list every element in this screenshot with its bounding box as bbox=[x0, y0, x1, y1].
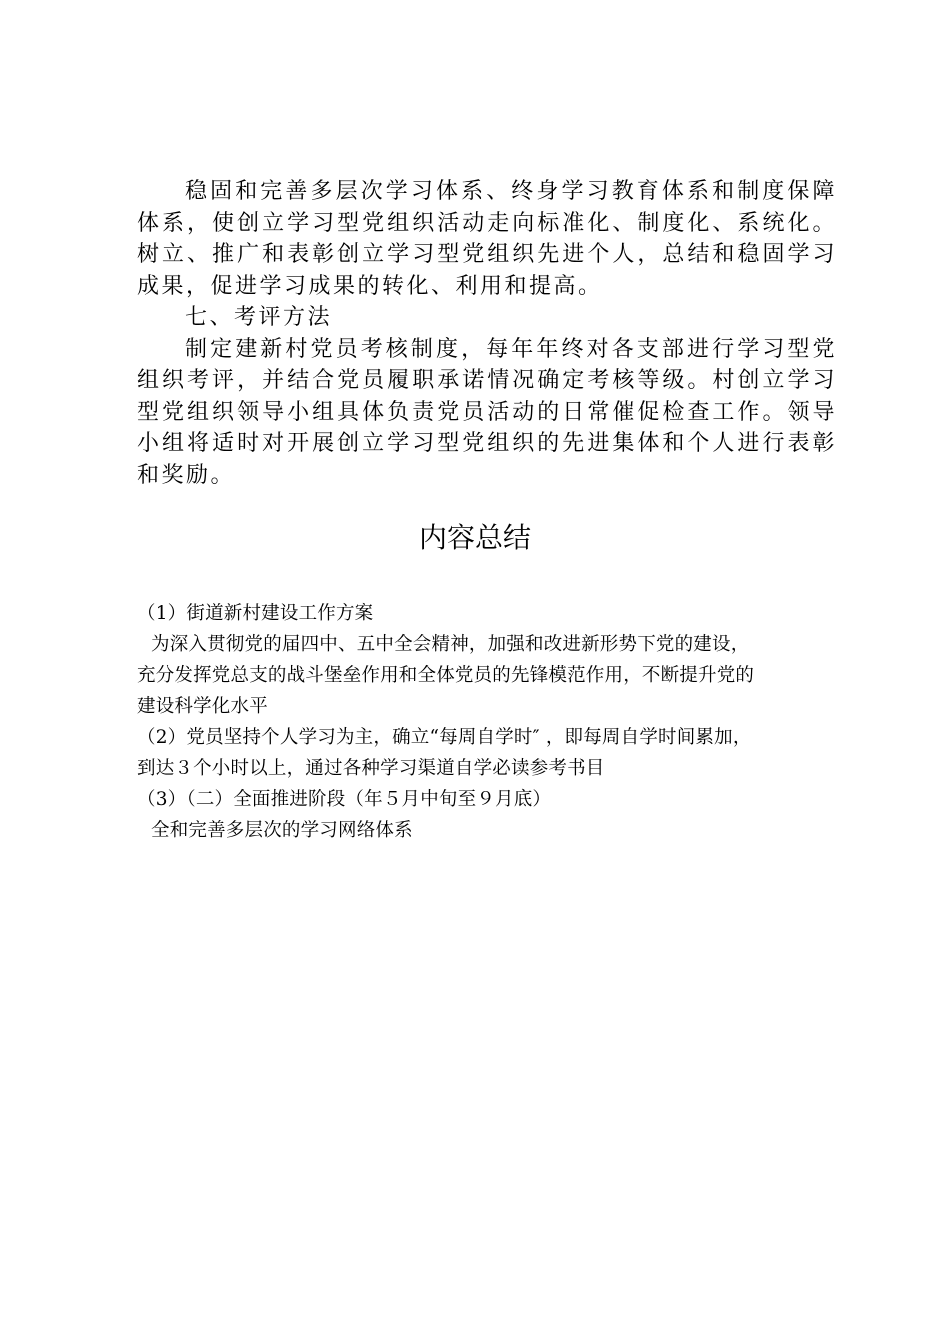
summary-item-3-heading: （3）（二）全面推进阶段（年５月中旬至９月底） bbox=[137, 789, 552, 810]
summary-section bbox=[137, 598, 827, 846]
summary-item-2-line-2: 到达３个小时以上，通过各种学习渠道自学必读参考书目 bbox=[137, 758, 605, 779]
paragraph-learning-system: 稳固和完善多层次学习体系、终身学习教育体系和制度保障体系，使创立学习型党组织活动走向标准化、制度化、系统化。树立、推广和表彰创立学习型党组织先进个人，总结和稳固学习成果，促进学习成果的转化、利用和提高。 bbox=[137, 179, 837, 299]
section-heading-evaluation-method: 七、考评方法 bbox=[185, 305, 333, 330]
summary-item-2-line-1: （2）党员坚持个人学习为主，确立“每周自学时″ ，即每周自学时间累加， bbox=[137, 727, 752, 748]
summary-item-1-text-line-3: 建设科学化水平 bbox=[137, 696, 268, 717]
summary-item-1-text-line-2: 充分发挥党总支的战斗堡垒作用和全体党员的先锋模范作用，不断提升党的 bbox=[137, 665, 755, 686]
summary-item-1-text-line-1: 为深入贯彻党的届四中、五中全会精神，加强和改进新形势下党的建设， bbox=[151, 634, 750, 655]
paragraph-evaluation-rules: 制定建新村党员考核制度，每年年终对各支部进行学习型党组织考评，并结合党员履职承诺情况确定考核等级。村创立学习型党组织领导小组具体负责党员活动的日常催促检查工作。领导小组将适时对开展创立学习型党组织的先进集体和个人进行表彰和奖励。 bbox=[137, 336, 837, 488]
document-body bbox=[137, 176, 837, 491]
summary-item-1-heading: （1）街道新村建设工作方案 bbox=[137, 603, 374, 624]
summary-title: 内容总结 bbox=[418, 521, 531, 554]
summary-item-3-text: 全和完善多层次的学习网络体系 bbox=[151, 820, 413, 841]
